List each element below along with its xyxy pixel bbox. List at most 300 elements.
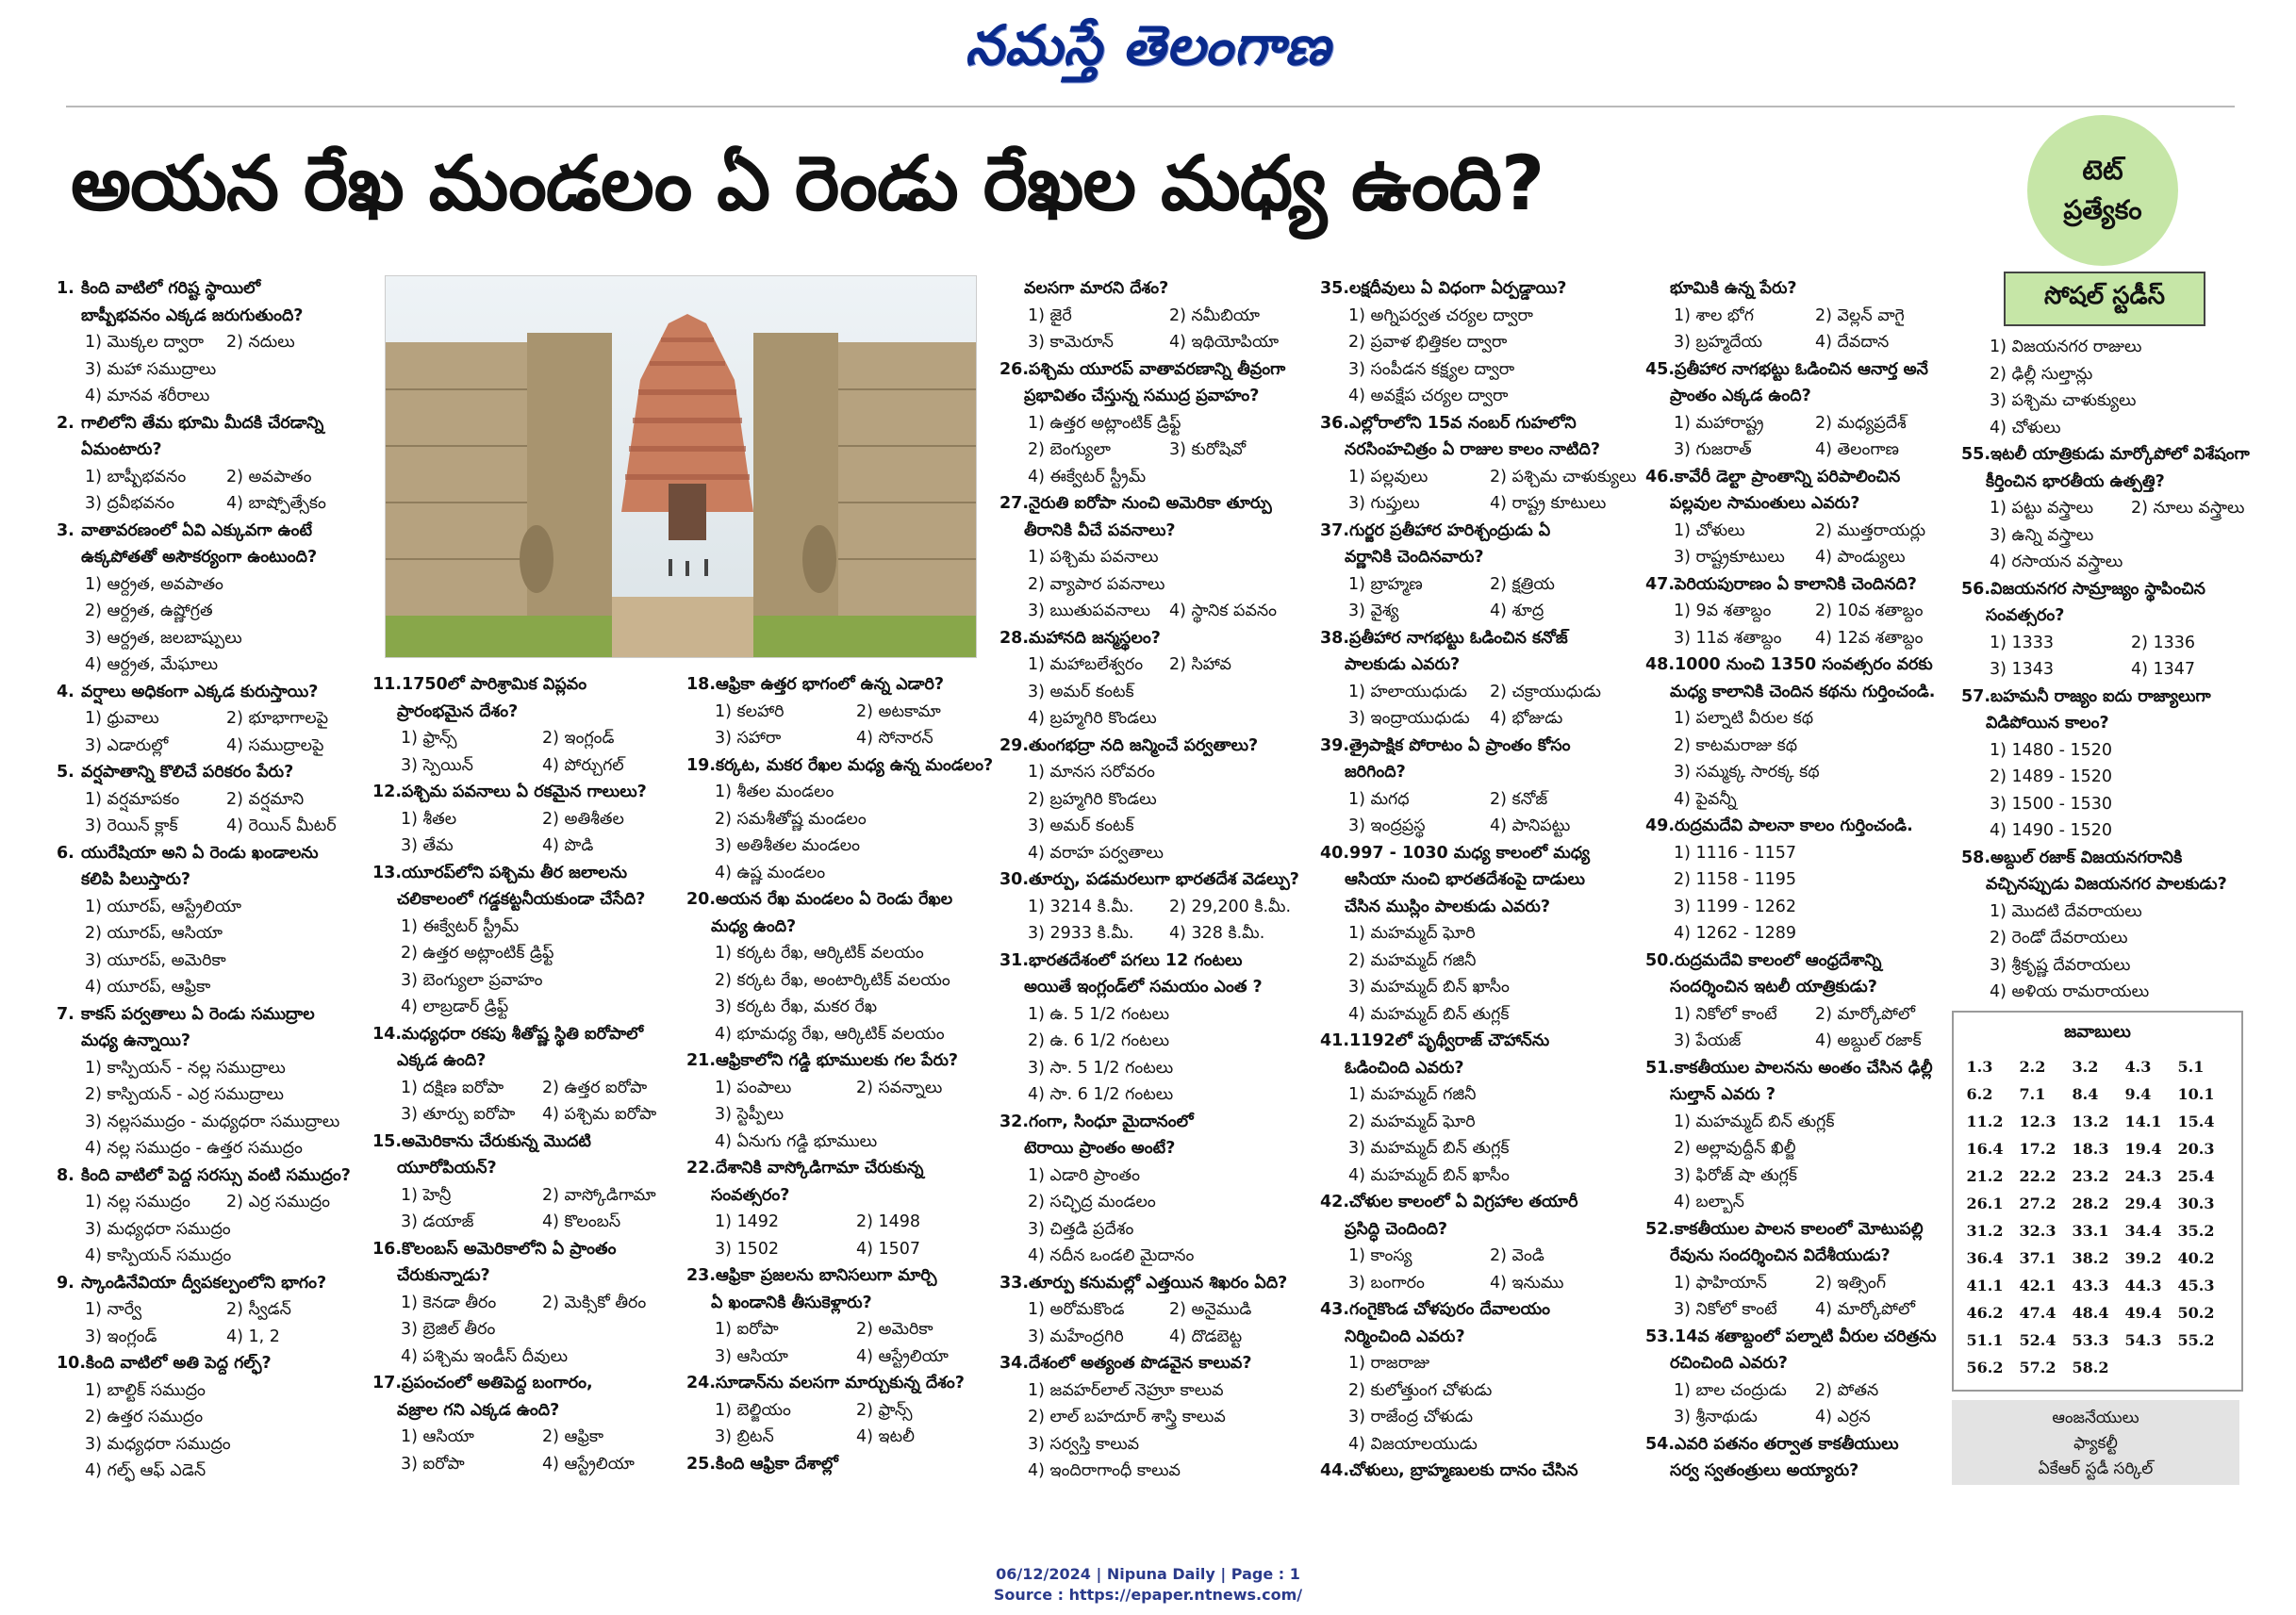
option: 3) పేయజ్ [1674,1031,1742,1050]
option: 4) ఉష్ణ మండలం [715,863,826,882]
option: 1) ధ్రువాలు [85,709,159,728]
question-continuation: సుల్తాన్ ఎవరు ? [1670,1085,1776,1104]
question-continuation: ఆసియా నుంచి భారతదేశంపై దాడులు [1345,870,1585,889]
option: 4) రాష్ట్ర కూటులు [1490,494,1607,513]
answer-cell: 17.2 [2019,1140,2056,1158]
option: 2) నదులు [226,333,295,352]
option: 3) శ్రీకృష్ణ దేవరాయలు [1990,955,2131,975]
question-continuation: నిర్మించింది ఎవరు? [1345,1327,1465,1346]
question-number: 17. [372,1374,403,1393]
option: 3) మహేంద్రగిరి [1028,1327,1124,1346]
answer-cell: 39.2 [2124,1249,2162,1267]
option: 2) అవపాతం [226,467,312,486]
questions-column-1 [57,275,368,1485]
option: 2) ఉత్తర సముద్రం [85,1408,204,1426]
questions-column-3 [686,671,998,1477]
question-number: 26. [999,359,1030,379]
question-number: 56. [1961,579,1991,599]
option: 2) 10వ శతాబ్దం [1815,602,1924,620]
question-continuation: ఉక్కపోతతో అసౌకర్యంగా ఉంటుంది? [81,548,318,567]
option: 1) మొదటి దేవరాయలు [1990,901,2142,921]
answer-cell: 37.1 [2019,1249,2056,1267]
question-text: లక్షదీవులు ఏ విధంగా ఏర్పడ్డాయి? [1349,279,1567,298]
option: 3) ఆర్ద్రత, జలబాష్పులు [85,628,242,648]
question-text: కొలంబస్ అమెరికాలోని ఏ ప్రాంతం [402,1239,617,1259]
answer-cell: 41.1 [1966,1277,2004,1294]
option: 4) సా. 6 1/2 గంటలు [1028,1085,1174,1104]
option: 1) మహమ్మద్ ఘోరి [1348,924,1476,943]
question-line [1320,275,1641,303]
answer-cell: 23.2 [2072,1167,2109,1185]
answer-cell: 22.2 [2019,1167,2056,1185]
option-pair [1320,571,1641,599]
option: 3) ఋతుపవనాలు [1028,602,1150,620]
answer-cell: 43.3 [2072,1277,2109,1294]
question-text: గుర్జర ప్రతీహార హరిశ్చంద్రుడు ఏ [1349,520,1551,540]
option: 1) కర్కట రేఖ, ఆర్కిటిక్ వలయం [715,944,924,963]
option-pair [372,1209,674,1236]
option: 2) ముత్తరాయర్లు [1815,520,1926,540]
option-pair [372,725,674,752]
option: 4) ఆర్ద్రత, మేఘాలు [85,655,219,674]
question-number: 49. [1645,816,1676,835]
option: 1) బెల్జియం [715,1400,791,1420]
option: 2) అల్లావుద్దీన్ ఖిల్జీ [1674,1139,1796,1158]
answer-cell: 16.4 [1966,1140,2004,1158]
option: 4) కొలంబస్ [542,1212,621,1231]
question-line [1645,1431,1957,1458]
option: 3) ఎడారుల్లో [85,735,169,755]
option-pair [372,1290,674,1317]
option: 1) 3214 కి.మీ. [1028,897,1134,916]
answer-cell: 34.4 [2124,1222,2162,1240]
option: 1) మహాబలేశ్వరం [1028,655,1144,674]
question-number: 45. [1645,359,1676,379]
option: 2) చక్రాయుధుడు [1490,682,1601,701]
option: 4) మహమ్మద్ బిన్ తుగ్లక్ [1348,1004,1510,1024]
answer-cell: 32.3 [2019,1222,2056,1240]
option: 3) కర్కట రేఖ, మకర రేఖ [715,997,878,1016]
option: 4) 1262 - 1289 [1674,924,1797,943]
question-continuation: సంవత్సరం? [711,1185,790,1205]
option: 4) ఇందిరాగాంధీ కాలువ [1028,1461,1181,1480]
question-continuation: చలికాలంలో గడ్డకట్టనీయకుండా చేసేది? [397,890,646,909]
question-number: 43. [1320,1300,1350,1319]
question-number: 22. [686,1159,717,1178]
question-number: 42. [1320,1193,1350,1211]
option-pair [1961,630,2272,657]
question-continuation: ఓడించింది ఎవరు? [1345,1058,1464,1078]
question-number: 2. [57,413,74,433]
option: 1) మొక్కల ద్వారా [85,333,205,352]
option: 2) బెంగ్యులా [1028,440,1111,459]
question-text: విజయనగర సామ్రాజ్యం స్థాపించిన [1990,579,2205,599]
option: 4) రసాయన వస్త్రాలు [1990,552,2123,571]
question-line [1320,733,1641,760]
question-text: 997 - 1030 మధ్య కాలంలో మధ్య [1349,843,1590,863]
option: 1) జైరే [1028,305,1072,325]
option: 4) 1490 - 1520 [1990,821,2113,840]
option: 2) మహమ్మద్ గజినీ [1348,950,1477,970]
option: 4) మార్కోపోలో [1815,1300,1915,1319]
option: 4) బల్బాన్ [1674,1193,1744,1211]
question-text: కాకతీయుల పాలన కాలంలో మోటుపల్లి [1675,1219,1924,1239]
option: 1) చోళులు [1674,520,1745,540]
question-continuation: చేరుకున్నాడు? [397,1266,490,1285]
option-pair [1645,410,1957,437]
question-line [1320,410,1641,437]
question-text: రుద్రమదేవి పాలనా కాలం గుర్తించండి. [1675,816,1913,835]
question-line [1645,356,1957,384]
option-pair [999,1324,1320,1351]
question-continuation: మధ్య కాలానికి చెందిన కథను గుర్తించండి. [1670,682,1936,701]
option: 2) పశ్చిమ చాళుక్యులు [1490,467,1637,486]
question-continuation: కలిపి పిలుస్తారు? [81,870,191,889]
question-line [1961,576,2272,603]
option: 4) దేవదాన [1815,333,1890,352]
option: 4) ఇటలీ [856,1427,915,1446]
option: 4) సముద్రాలపై [226,735,324,755]
question-line [1961,441,2272,469]
question-continuation: వర్ణానికి చెందినవారు? [1345,548,1484,567]
option: 4) అబ్దుల్ రజాక్ [1815,1031,1922,1050]
answer-cell: 45.3 [2177,1277,2215,1294]
question-line [57,275,368,303]
option-pair [1645,1296,1957,1324]
question-number: 9. [57,1273,74,1293]
question-continuation: ప్రసిద్ధి చెందింది? [1345,1219,1448,1239]
option: 2) వర్షమాని [226,789,305,809]
question-text: పశ్చిమ యూరప్ వాతావరణాన్ని తీవ్రంగా [1029,359,1286,379]
option-pair [999,894,1320,921]
question-number: 5. [57,763,74,782]
option: 1) బాల్టిక్ సముద్రం [85,1380,206,1400]
answer-cell: 20.3 [2177,1140,2215,1158]
question-line [686,752,998,780]
question-text: స్కాండినేవియా ద్వీపకల్పంలోని భాగం? [81,1273,327,1293]
question-text: 1192లో పృథ్వీరాజ్ చౌహాన్‌ను [1349,1031,1550,1050]
question-line [999,625,1320,652]
question-line [1320,1189,1641,1216]
question-text: తుంగభద్రా నది జన్మించే పర్వతాలు? [1029,735,1259,755]
option: 1) కాస్పియన్ - నల్ల సముద్రాలు [85,1058,286,1078]
question-line [57,518,368,545]
option: 4) ఆస్ట్రేలియా [542,1454,635,1474]
option-pair [57,1324,368,1351]
question-text: నైరుతి ఐరోపా నుంచి అమెరికా తూర్పు [1029,494,1272,513]
option: 3) మహమ్మద్ బిన్ ఖాసీం [1348,978,1510,997]
question-number: 55. [1961,445,1991,464]
option: 3) మధ్యధరా సముద్రం [85,1219,231,1239]
option: 2) ఫ్రాన్స్ [856,1400,913,1420]
answers-box [1952,1011,2243,1392]
option: 1) ఉ. 5 1/2 గంటలు [1028,1004,1170,1024]
option: 3) నల్లసముద్రం - మధ్యధరా సముద్రాలు [85,1112,340,1131]
option-pair [57,733,368,760]
option: 1) కాంస్య [1348,1246,1412,1265]
option: 1) 9వ శతాబ్దం [1674,602,1772,620]
question-text: వర్షాలు అధికంగా ఎక్కడ కురుస్తాయి? [81,682,319,701]
answer-cell: 55.2 [2177,1331,2215,1349]
question-continuation: రచించింది ఎవరు? [1670,1354,1788,1373]
question-number: 12. [372,783,403,801]
option-pair [1645,598,1957,625]
answer-cell: 19.4 [2124,1140,2162,1158]
question-line [1645,813,1957,840]
option: 1) ఆసియా [401,1427,474,1446]
question-text: యూరప్‌లోని పశ్చిమ తీర జలాలను [402,863,628,882]
answer-cell: 10.1 [2177,1085,2215,1103]
question-line [57,679,368,706]
option: 3) 1502 [715,1239,780,1259]
question-continuation: సర్వ స్వతంత్రులు అయ్యారు? [1670,1461,1859,1480]
option: 4) ఆస్ట్రేలియా [856,1346,949,1366]
option: 4) రెయిన్ మీటర్ [226,816,337,835]
answer-cell: 42.1 [2019,1277,2056,1294]
option: 4) దొడబెట్ట [1169,1327,1243,1346]
option-pair [1645,329,1957,356]
option: 1) కెనడా తీరం [401,1293,497,1312]
question-text: గాలిలోని తేమ భూమి మీదకి చేరడాన్ని [81,413,324,433]
option: 4) తెలంగాణ [1815,440,1899,459]
option: 4) 328 కి.మీ. [1169,924,1265,943]
author-box [1952,1400,2239,1485]
answer-cell: 27.2 [2019,1195,2056,1212]
question-continuation: చేసిన ముస్లిం పాలకుడు ఎవరు? [1345,897,1550,916]
option: 1) ఉత్తర అట్లాంటిక్ డ్రిఫ్ట్ [1028,413,1181,433]
question-continuation: మధ్య ఉంది? [711,916,797,936]
question-number: 40. [1320,843,1350,863]
option: 3) 1199 - 1262 [1674,897,1797,916]
option: 2) వ్యాపార పవనాలు [1028,574,1165,594]
question-number: 36. [1320,413,1350,433]
option: 1) రాజరాజు [1348,1354,1430,1373]
question-line [1645,1216,1957,1244]
question-number: 47. [1645,574,1676,594]
option: 3) వైశ్య [1348,602,1399,620]
option-pair [1961,495,2272,522]
option: 3) ఇంగ్లండ్ [85,1327,157,1346]
question-line [1320,1458,1641,1485]
question-continuation: జరిగింది? [1345,763,1406,782]
option: 1) హెన్రీ [401,1185,452,1205]
option: 2) కర్కట రేఖ, అంటార్కిటిక్ వలయం [715,970,950,990]
option: 3) మధ్యధరా సముద్రం [85,1434,231,1454]
option: 4) పశ్చిమ ఐరోపా [542,1105,657,1124]
option-pair [686,1236,998,1263]
question-text: సూడాన్‌ను వలసగా మార్చుకున్న దేశం? [716,1374,965,1393]
option: 2) 1158 - 1195 [1674,870,1797,889]
option: 3) రాష్ట్రకూటులు [1674,548,1785,567]
question-number: 8. [57,1165,74,1185]
question-line [1645,571,1957,599]
option-pair [686,1397,998,1425]
question-continuation: తీరానికి వీచే పవనాలు? [1024,520,1176,540]
question-line [686,1451,998,1478]
option: 1) నికోలో కాంటే [1674,1004,1777,1024]
option: 1) మానస సరోవరం [1028,763,1155,782]
answer-cell: 48.4 [2072,1304,2109,1322]
question-number: 16. [372,1239,403,1259]
answer-cell: 57.2 [2019,1359,2056,1376]
option: 3) యూరప్, అమెరికా [85,950,226,970]
answers-row [1966,1217,2230,1244]
option: 1) కలహారి [715,701,785,721]
question-number: 41. [1320,1031,1350,1050]
option: 1) హలాయుధుడు [1348,682,1467,701]
option: 4) గల్ఫ్ ఆఫ్ ఎడెన్ [85,1461,206,1480]
answer-cell: 54.3 [2124,1331,2162,1349]
answers-row [1966,1108,2230,1135]
question-text: చోళుల కాలంలో ఏ విగ్రహాల తయారీ [1349,1193,1578,1211]
question-text: కింది వాటిలో పెద్ద సరస్సు వంటి సముద్రం? [81,1165,351,1185]
question-continuation: ప్రభావితం చేస్తున్న సముద్ర ప్రవాహం? [1024,387,1260,405]
author-org: ఏకేఆర్ స్టడీ సర్కిల్ [2038,1459,2154,1478]
answers-title: జవాబులు [2064,1022,2131,1042]
answer-cell: 50.2 [2177,1304,2215,1322]
answer-cell [2124,1354,2177,1381]
question-line [999,356,1320,384]
option: 3) మహా సముద్రాలు [85,359,217,379]
option: 2) మార్కోపోలో [1815,1004,1915,1024]
option: 3) శ్రీనాథుడు [1674,1408,1758,1426]
option-pair [686,1075,998,1102]
option: 4) పైవన్నీ [1674,789,1737,809]
question-number: 19. [686,755,717,775]
option: 3) బ్రెజిల్ తీరం [401,1320,496,1339]
answers-row [1966,1299,2230,1327]
question-line [57,1350,368,1377]
answer-cell: 46.2 [1966,1304,2004,1322]
option: 1) 1333 [1990,633,2055,652]
option: 3) చిత్తడి ప్రదేశం [1028,1219,1134,1239]
question-number: 35. [1320,279,1350,298]
option-pair [372,806,674,833]
option: 1) వర్షమాపకం [85,789,180,809]
option: 3) సా. 5 1/2 గంటలు [1028,1058,1174,1078]
option: 2) నమీబియా [1169,305,1260,325]
option: 4) 1507 [856,1239,921,1259]
option: 3) సమ్మక్క సారక్క కథ [1674,763,1820,782]
option: 3) సంపీడన కక్ష్యల ద్వారా [1348,359,1515,379]
option-pair [1645,625,1957,652]
question-number: 11. [372,675,403,694]
option: 2) భూభాగాలపై [226,709,329,728]
option: 2) అటకామా [856,701,941,721]
question-text: అబ్దుల్ రజాక్ విజయనగరానికి [1990,848,2183,867]
option: 2) కనోజ్ [1490,789,1548,809]
question-number: 53. [1645,1327,1676,1346]
option: 3) కురోషివో [1169,440,1247,459]
option: 3) 1343 [1990,660,2055,679]
option: 2) అమెరికా [856,1320,933,1339]
option: 2) మెక్సికో తీరం [542,1293,647,1312]
option: 2) సవన్నాలు [856,1078,943,1097]
option-pair [999,329,1320,356]
answer-cell: 51.1 [1966,1331,2004,1349]
option: 4) ఈక్వేటర్ స్ట్రీమ్ [1028,467,1147,486]
question-line [57,1001,368,1029]
question-line [686,1262,998,1290]
questions-column-6 [1645,275,1957,1485]
option: 3) స్టెప్పీలు [715,1105,785,1124]
question-text: పశ్చిమ పవనాలు ఏ రకమైన గాలులు? [402,783,647,801]
question-line [1320,625,1641,652]
question-line [999,948,1320,975]
question-continuation: పల్లవుల సామంతులు ఎవరు? [1670,494,1860,513]
question-number: 4. [57,682,74,701]
option: 3) మహమ్మద్ బిన్ తుగ్లక్ [1348,1139,1510,1158]
question-continuation: ఎక్కడ ఉంది? [397,1051,487,1070]
answers-table [1966,1053,2230,1381]
option: 3) రాజేంద్ర చోళుడు [1348,1408,1474,1426]
answer-cell: 4.3 [2124,1058,2152,1076]
answers-row [1966,1272,2230,1299]
question-text: 14వ శతాబ్దంలో పల్నాటి వీరుల చరిత్రను [1675,1327,1937,1346]
answer-cell: 26.1 [1966,1195,2004,1212]
question-continuation: అయితే ఇంగ్లండ్‌లో సమయం ఎంత ? [1024,978,1263,997]
question-line [686,886,998,914]
option: 2) రెండో దేవరాయలు [1990,929,2128,948]
option: 3) 1500 - 1530 [1990,794,2113,814]
option: 1) జవహర్‌లాల్ నెహ్రూ కాలువ [1028,1380,1224,1400]
option-pair [57,1189,368,1216]
option: 2) ఎర్ర సముద్రం [226,1193,330,1211]
question-text: అయన రేఖ మండలం ఏ రెండు రేఖల [716,890,953,909]
question-text: పెరియపురాణం ఏ కాలానికి చెందినది? [1675,574,1917,594]
question-number: 33. [999,1273,1030,1293]
option: 3) ఫిరోజ్ షా తుగ్లక్ [1674,1165,1797,1185]
option: 3) బెంగ్యులా ప్రవాహం [401,970,543,990]
option: 1) శాల భోగ [1674,305,1754,325]
option-pair [372,752,674,780]
question-line [999,866,1320,894]
option: 3) 11వ శతాబ్దం [1674,628,1782,648]
question-continuation: సందర్శించిన ఇటలీ యాత్రికుడు? [1670,978,1877,997]
question-line [686,671,998,699]
option: 1) 1492 [715,1212,780,1231]
question-line [999,1350,1320,1377]
question-continuation: ఏ ఖండానికి తీసుకెళ్లారు? [711,1293,872,1312]
footer-source: Source : https://epaper.ntnews.com/ [993,1586,1303,1604]
answer-cell: 5.1 [2177,1058,2205,1076]
question-number: 21. [686,1051,717,1070]
option-pair [1645,1377,1957,1405]
question-number: 31. [999,950,1030,970]
question-number: 50. [1645,950,1676,970]
question-text: భారతదేశంలో పగలు 12 గంటలు [1029,950,1243,970]
questions-column-5 [1320,275,1641,1485]
option: 3) ఇంద్రాయుధుడు [1348,709,1470,728]
option-pair [1320,490,1641,518]
question-continuation: రేవును సందర్శించిన విదేశీయుడు? [1670,1246,1891,1265]
question-text: తూర్పు, పడమరలుగా భారతదేశ వెడల్పు? [1029,870,1299,889]
option-pair [57,813,368,840]
option: 2) సిహావ [1169,655,1231,674]
answer-cell: 40.2 [2177,1249,2215,1267]
question-line [1961,684,2272,711]
question-text: కాకతీయుల పాలనను అంతం చేసిన ఢిల్లీ [1675,1058,1933,1078]
answer-cell: 14.1 [2124,1112,2162,1130]
option: 4) సోనారన్ [856,729,933,748]
question-number: 24. [686,1374,717,1393]
answer-cell: 21.2 [1966,1167,2004,1185]
question-line [686,1155,998,1182]
question-text: రుద్రమదేవి కాలంలో ఆంధ్రదేశాన్ని [1675,950,1882,970]
option: 3) సహారా [715,729,782,748]
question-text: ప్రతీహార నాగభట్టు ఓడించిన కనోజ్ [1349,628,1568,648]
question-line [57,840,368,867]
